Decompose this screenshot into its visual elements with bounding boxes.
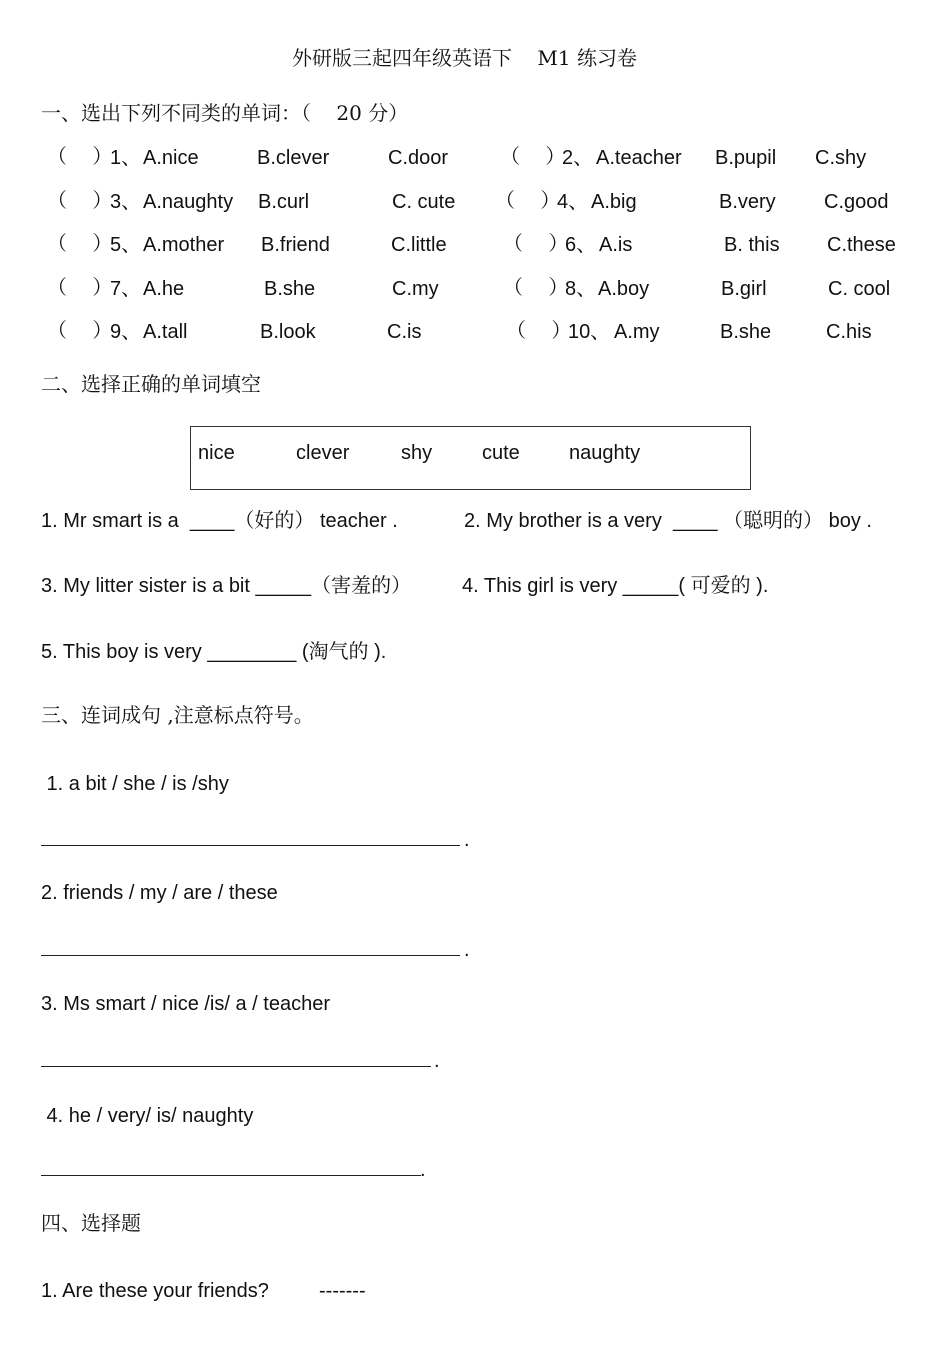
q-number: 5、 (110, 234, 142, 256)
q-number: 7、 (110, 278, 142, 300)
option-c: C. cute (392, 191, 456, 213)
answer-line[interactable] (41, 1175, 421, 1176)
word-bank-box (190, 426, 751, 490)
answer-line[interactable] (41, 845, 460, 846)
reorder-prompt: 4. he / very/ is/ naughty (41, 1105, 254, 1127)
word-bank-item: cute (482, 442, 520, 464)
word-bank-item: shy (401, 442, 433, 464)
answer-paren[interactable]: （ ） (503, 231, 569, 255)
answer-paren[interactable]: （ ） (495, 188, 561, 212)
option-a: A.he (143, 278, 185, 300)
option-c: C. cool (828, 278, 891, 300)
option-c: C.my (392, 278, 439, 300)
word-bank-item: clever (296, 442, 350, 464)
question-text: 4. This girl is very _____( (462, 575, 691, 597)
reorder-prompt: 1. a bit / she / is /shy (41, 773, 229, 795)
option-c: C.little (391, 234, 447, 256)
option-b: B.girl (721, 278, 767, 300)
chinese-hint: （聪明的） (723, 508, 824, 532)
option-a: A.naughty (143, 191, 234, 213)
q-number: 2、 (562, 147, 594, 169)
q-number: 6、 (565, 234, 597, 256)
fill-question (41, 510, 398, 531)
question-text: 2. My brother is a very ____ (464, 510, 724, 532)
fill-question (41, 575, 411, 596)
answer-paren[interactable]: （ ） (47, 144, 113, 168)
choice-question: 1. Are these your friends? (41, 1280, 269, 1302)
answer-paren[interactable]: （ ） (503, 275, 569, 299)
answer-period: . (434, 1050, 440, 1072)
q-number: 3、 (110, 191, 142, 213)
option-c: C.door (388, 147, 449, 169)
option-b: B.she (264, 278, 316, 300)
question-text: ). (368, 641, 387, 663)
question-text: boy . (823, 510, 872, 532)
option-b: B.look (260, 321, 316, 343)
option-a: A.nice (143, 147, 199, 169)
q-number: 1、 (110, 147, 142, 169)
option-a: A.boy (598, 278, 650, 300)
chinese-hint: 淘气的 (308, 639, 369, 663)
option-a: A.big (591, 191, 637, 213)
option-b: B.friend (261, 234, 330, 256)
q-number: 8、 (565, 278, 597, 300)
answer-dashes: ------- (319, 1280, 366, 1302)
fill-question (464, 510, 872, 531)
option-c: C.good (824, 191, 889, 213)
answer-paren[interactable]: （ ） (47, 188, 113, 212)
q-number: 10、 (568, 321, 611, 343)
section2-heading: 二、选择正确的单词填空 (41, 372, 261, 396)
option-b: B.curl (258, 191, 310, 213)
fill-question (41, 641, 386, 662)
option-b: B.pupil (715, 147, 777, 169)
section3-heading: 三、连词成句 ,注意标点符号。 (41, 703, 314, 727)
question-text: ). (750, 575, 769, 597)
option-a: A.is (599, 234, 633, 256)
option-c: C.these (827, 234, 896, 256)
answer-period: . (420, 1159, 426, 1181)
answer-line[interactable] (41, 955, 460, 956)
section4-heading: 四、选择题 (41, 1211, 141, 1235)
answer-paren[interactable]: （ ） (47, 318, 113, 342)
word-bank-item: naughty (569, 442, 641, 464)
answer-paren[interactable]: （ ） (47, 231, 113, 255)
q-number: 4、 (557, 191, 589, 213)
option-a: A.my (614, 321, 660, 343)
option-a: A.teacher (596, 147, 682, 169)
answer-paren[interactable]: （ ） (47, 275, 113, 299)
question-text: 5. This boy is very ________ ( (41, 641, 309, 663)
option-b: B. this (724, 234, 780, 256)
chinese-hint: （好的） (234, 508, 315, 532)
option-c: C.his (826, 321, 872, 343)
option-a: A.mother (143, 234, 225, 256)
reorder-prompt: 2. friends / my / are / these (41, 882, 278, 904)
answer-period: . (464, 939, 470, 961)
reorder-prompt: 3. Ms smart / nice /is/ a / teacher (41, 993, 330, 1015)
answer-paren[interactable]: （ ） (506, 318, 572, 342)
chinese-hint: （害羞的） (311, 573, 412, 597)
answer-period: . (464, 829, 470, 851)
question-text: teacher . (314, 510, 398, 532)
page-title: 外研版三起四年级英语下 M1 练习卷 (292, 46, 637, 70)
option-c: C.shy (815, 147, 867, 169)
answer-line[interactable] (41, 1066, 431, 1067)
answer-paren[interactable]: （ ） (500, 144, 566, 168)
chinese-hint: 可爱的 (690, 573, 751, 597)
option-b: B.very (719, 191, 776, 213)
q-number: 9、 (110, 321, 142, 343)
option-b: B.clever (257, 147, 330, 169)
option-b: B.she (720, 321, 772, 343)
question-text: 3. My litter sister is a bit _____ (41, 575, 312, 597)
question-text: 1. Mr smart is a ____ (41, 510, 235, 532)
fill-question (462, 575, 768, 596)
section1-heading: 一、选出下列不同类的单词：（ 20 分） (41, 101, 409, 125)
option-c: C.is (387, 321, 422, 343)
option-a: A.tall (143, 321, 188, 343)
word-bank-item: nice (198, 442, 235, 464)
